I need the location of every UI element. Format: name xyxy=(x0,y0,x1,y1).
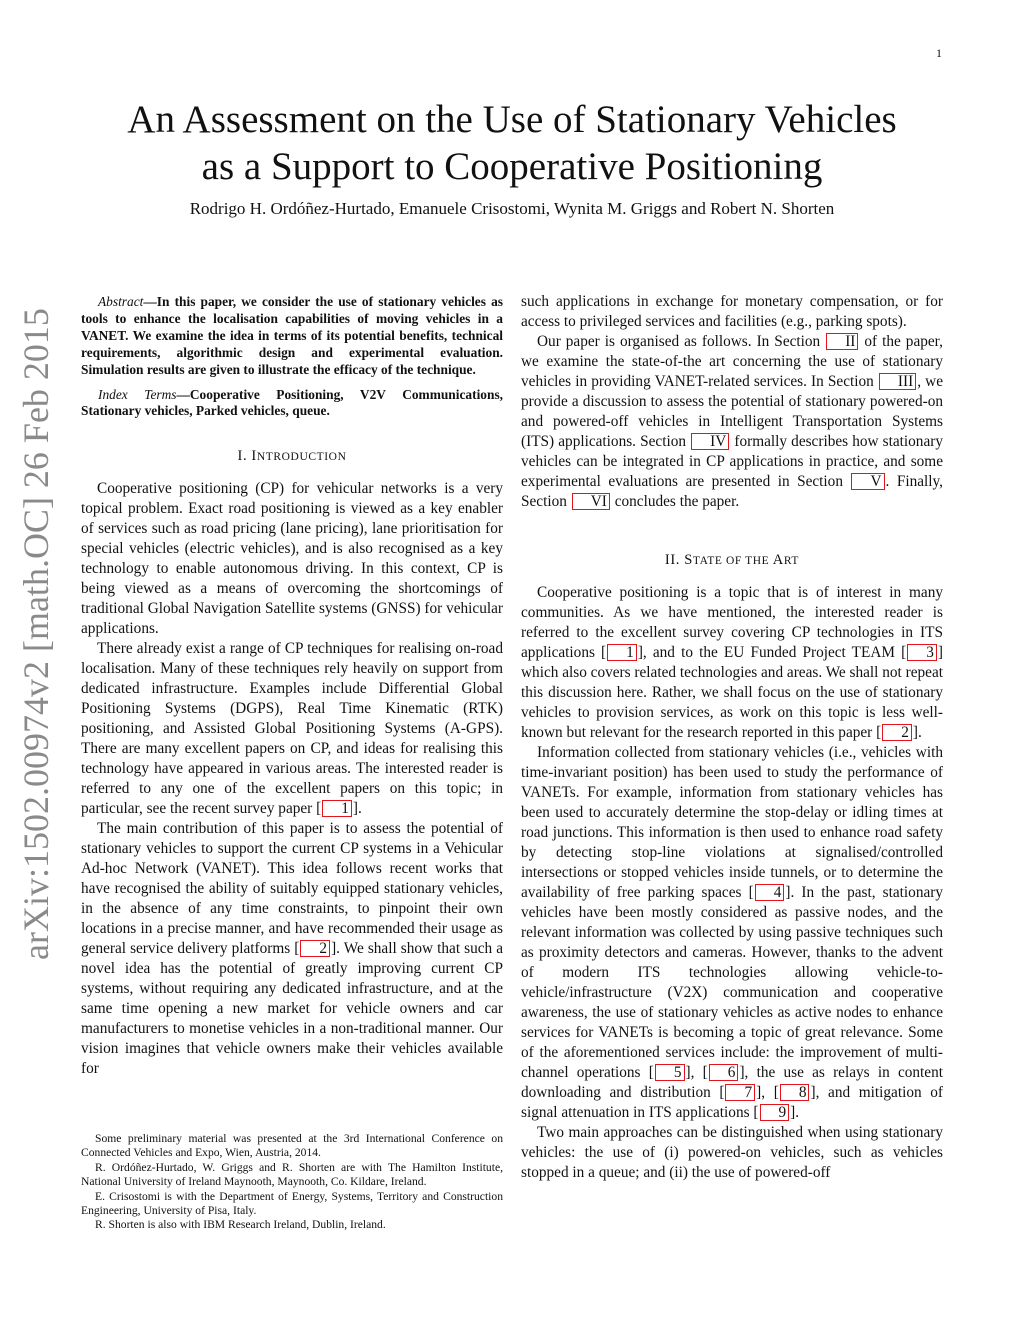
text: which also covers related technologies and areas. We shall not repeat this discussion here. Rather, we shall focus on the use of stationary vehicles to provision services, as work on this topic is less well-known but relevant for the research reported in this paper xyxy=(521,664,943,741)
paragraph: Two main approaches can be distinguished when using stationary vehicles: the use of (i) powered-on vehicles, such as vehicles stopped in a queue; and (ii) the use of powered-off xyxy=(521,1124,943,1181)
text: , and to the EU Funded Project TEAM xyxy=(642,644,902,661)
citation-link[interactable]: 5 xyxy=(655,1064,685,1081)
citation-link[interactable]: 7 xyxy=(725,1084,755,1101)
index-terms xyxy=(81,387,503,421)
section-link[interactable]: III xyxy=(879,373,916,390)
text: of the paper, we examine the state-of-the art concerning the use of stationary vehicles in providing VANET-related services. In Section xyxy=(521,333,943,390)
paper-title xyxy=(80,96,944,190)
paragraph: such applications in exchange for monetary compensation, or for access to privileged services and facilities (e.g., parking spots). xyxy=(521,293,943,330)
footnote: Some preliminary material was presented at the 3rd International Conference on Connected Vehicles and Expo, Wien, Austria, 2014. xyxy=(81,1132,503,1160)
text: Our paper is organised as follows. In Section xyxy=(537,333,826,350)
section-title-smallcaps: TATE OF THE xyxy=(692,555,773,567)
text: , the use as relays in content downloading and distribution xyxy=(521,1064,943,1101)
text: , xyxy=(690,1064,703,1081)
abstract xyxy=(81,294,503,379)
section-title-cap: A xyxy=(772,552,784,568)
text: , and mitigation of signal attenuation in ITS applications xyxy=(521,1084,943,1121)
text: Cooperative positioning is a topic that is of interest in many communities. As we have mentioned, the interested reader is referred to the excellent survey covering CP technologies in ITS applications xyxy=(521,584,943,661)
paragraph: Information collected from stationary vehicles (i.e., vehicles with time-invariant position) has been used to study the performance of VANETs. For example, information from stationary vehicles has been used to accurately determine the stop-delay or idling times at road junctions. This information is then used to enhance road safety by detecting stop-line violations at signalised/controlled intersections or stopped vehicles inside tunnels, or to determine the availability of free parking spaces [ 4 ]. In the past, stationary vehicles have been mostly considered as passive nodes, and the relevant information was collected by using passive techniques such as proximity detectors and cameras. However, thanks to the advent of modern ITS technologies allowing vehicle-to-vehicle/infrastructure (V2X) communication and cooperative awareness, the use of stationary vehicles as active nodes to enhance services for VANETs is becoming a topic of great relevance. Some of the aforementioned services include: the improvement of multi-channel operations [ 5 ], [ 6 ], the use as relays in content downloading and distribution [ 7 ], [ 8 ], and mitigation of signal attenuation in ITS applications [ 9 ]. xyxy=(521,744,943,1121)
footnote: R. Ordóñez-Hurtado, W. Griggs and R. Shorten are with The Hamilton Institute, National University of Ireland Maynooth, Maynooth, Co. Kildare, Ireland. xyxy=(81,1160,503,1189)
footnote: R. Shorten is also with IBM Research Ireland, Dublin, Ireland. xyxy=(95,1218,386,1232)
text: . xyxy=(917,724,922,741)
citation-link[interactable]: 9 xyxy=(760,1104,790,1121)
text: , xyxy=(761,1084,774,1101)
text: The main contribution of this paper is to assess the potential of stationary vehicles to support the current CP systems in a Vehicular Ad-hoc Network (VANET). This idea follows recent works that have recognised the ability of suitably equipped stationary vehicles, in the absence of any time constraints, to pinpoint their own locations in a precise manner, and have recommended their usage as general service delivery platforms xyxy=(81,820,503,958)
text: Information collected from stationary vehicles (i.e., vehicles with time-invariant position) has been used to study the performance of VANETs. For example, information from stationary vehicles has been used to accurately determine the stop-delay or idling times at road junctions. This information is then used to enhance road safety by detecting stop-line violations at signalised/controlled intersections or stopped vehicles inside tunnels, or to determine the availability of free parking spaces xyxy=(521,744,943,901)
paragraph: Cooperative positioning (CP) for vehicular networks is a very topical problem. Exact road positioning is viewed as a key enabler of services such as road pricing (lane pricing), lane prioritisation for special vehicles (electric vehicles), and is also recognised as a key technology to enable autonomous driving. In this context, CP is being viewed as a means of overcoming the shortcomings of traditional Global Navigation Satellite systems (GNSS) for vehicular applications. xyxy=(81,480,503,638)
text: . Finally, Section xyxy=(521,473,943,510)
citation-link[interactable]: 6 xyxy=(709,1064,739,1081)
paragraph: Cooperative positioning is a topic that is of interest in many communities. As we have mentioned, the interested reader is referred to the excellent survey covering CP technologies in ITS applications [ 1 ], and to the EU Funded Project TEAM [ 3 ] which also covers related technologies and areas. We shall not repeat this discussion here. Rather, we shall focus on the use of stationary vehicles to provision services, as work on this topic is less well-known but relevant for the research reported in this paper [ 2 ]. xyxy=(521,584,943,741)
text: . xyxy=(795,1104,800,1121)
citation-link[interactable]: 2 xyxy=(300,940,330,957)
section-numeral: II. S xyxy=(664,552,693,568)
section-link[interactable]: IV xyxy=(691,433,729,450)
section-link[interactable]: II xyxy=(826,333,858,350)
paragraph: There already exist a range of CP techniques for realising on-road localisation. Many of these techniques rely heavily on support from dedicated infrastructure. Examples include Differential Global Positioning Systems (DGPS), Real Time Kinematic (RTK) positioning, and Assisted Global Positioning Systems (A-GPS). There are many excellent papers on CP, and ideas for realising this technology have appeared in various areas. The interested reader is referred to any one of the excellent papers on this topic; in particular, see the recent survey paper [ 1 ]. xyxy=(81,640,503,818)
section-heading-state-of-the-art xyxy=(521,550,943,571)
page-number: 1 xyxy=(936,46,942,60)
footnote: E. Crisostomi is with the Department of Energy, Systems, Territory and Construction Engineering, University of Pisa, Italy. xyxy=(81,1189,503,1218)
citation-link[interactable]: 8 xyxy=(780,1084,810,1101)
footnotes xyxy=(81,1132,503,1233)
text: . We shall show that such a novel idea has the potential of greatly improving current CP systems, without requiring any dedicated infrastructure, and at the same time opening a new market for vehicle owners and car manufacturers to monetise vehicles in a non-traditional manner. Our vision imagines that vehicle owners make their vehicles available for xyxy=(81,940,503,1078)
section-link[interactable]: VI xyxy=(572,493,610,510)
citation-link[interactable]: 4 xyxy=(755,884,785,901)
text: , we provide a discussion to assess the potential of stationary powered-on and powered-off vehicles in Intelligent Transportation Systems (ITS) applications. Section xyxy=(521,373,943,450)
citation-link[interactable]: 1 xyxy=(322,800,352,817)
section-link[interactable]: V xyxy=(851,473,884,490)
citation-link[interactable]: 1 xyxy=(607,644,637,661)
text: . In the past, stationary vehicles have been mostly considered as passive nodes, and the relevant information was collected by using passive techniques such as proximity detectors and cameras. However, thanks to the advent of modern ITS technologies allowing vehicle-to-vehicle/infrastructure (V2X) communication and cooperative awareness, the use of stationary vehicles as active nodes to enhance services for VANETs is becoming a topic of great relevance. Some of the aforementioned services include: the improvement of multi-channel operations xyxy=(521,884,943,1081)
right-column xyxy=(521,292,943,1183)
left-column xyxy=(81,292,503,1079)
text: formally describes how stationary vehicles can be integrated in CP applications in practice, and some experimental evaluations are presented in Section xyxy=(521,433,943,490)
title-line-1: An Assessment on the Use of Stationary Vehicles xyxy=(127,98,897,141)
citation-link[interactable]: 3 xyxy=(907,644,937,661)
section-heading-introduction xyxy=(81,446,503,467)
index-terms-text: —Cooperative Positioning, V2V Communications, Stationary vehicles, Parked vehicles, queue. xyxy=(81,386,503,419)
abstract-text: —In this paper, we consider the use of stationary vehicles as tools to enhance the localisation capabilities of moving vehicles in a VANET. We examine the idea in terms of its potential benefits, technical requirements, algorithmic design and experimental evaluation. Simulation results are given to illustrate the efficacy of the technique. xyxy=(81,294,503,377)
index-terms-label: Index Terms xyxy=(98,386,177,402)
text: There already exist a range of CP techniques for realising on-road localisation. Many of these techniques rely heavily on support from dedicated infrastructure. Examples include Differential Global Positioning Systems (DGPS), Real Time Kinematic (RTK) positioning, and Assisted Global Positioning Systems (A-GPS). There are many excellent papers on CP, and ideas for realising this technology have appeared in various areas. The interested reader is referred to any one of the excellent papers on this topic; in particular, see the recent survey paper xyxy=(81,640,503,818)
text: . xyxy=(357,800,362,818)
abstract-label: Abstract xyxy=(98,294,144,309)
arxiv-identifier-stamp: arXiv:1502.00974v2 [math.OC] 26 Feb 2015 xyxy=(16,308,56,960)
paragraph: The main contribution of this paper is to assess the potential of stationary vehicles to support the current CP systems in a Vehicular Ad-hoc Network (VANET). This idea follows recent works that have recognised the ability of suitably equipped stationary vehicles, in the absence of any time constraints, to pinpoint their own locations in a precise manner, and have recommended their usage as general service delivery platforms [ 2 ]. We shall show that such a novel idea has the potential of greatly improving current CP systems, without requiring any dedicated infrastructure, and at the same time opening a new market for vehicle owners and car manufacturers to monetise vehicles in a non-traditional manner. Our vision imagines that vehicle owners make their vehicles available for xyxy=(81,820,503,1078)
text: concludes the paper. xyxy=(610,493,740,510)
section-numeral: I. I xyxy=(237,448,257,465)
title-line-2: as a Support to Cooperative Positioning xyxy=(201,145,823,188)
author-list: Rodrigo H. Ordóñez-Hurtado, Emanuele Crisostomi, Wynita M. Griggs and Robert N. Shorten xyxy=(189,199,835,218)
paragraph xyxy=(521,332,943,512)
citation-link[interactable]: 2 xyxy=(882,724,912,741)
section-title-smallcaps: RT xyxy=(783,555,800,567)
section-title-smallcaps: NTRODUCTION xyxy=(256,451,347,464)
